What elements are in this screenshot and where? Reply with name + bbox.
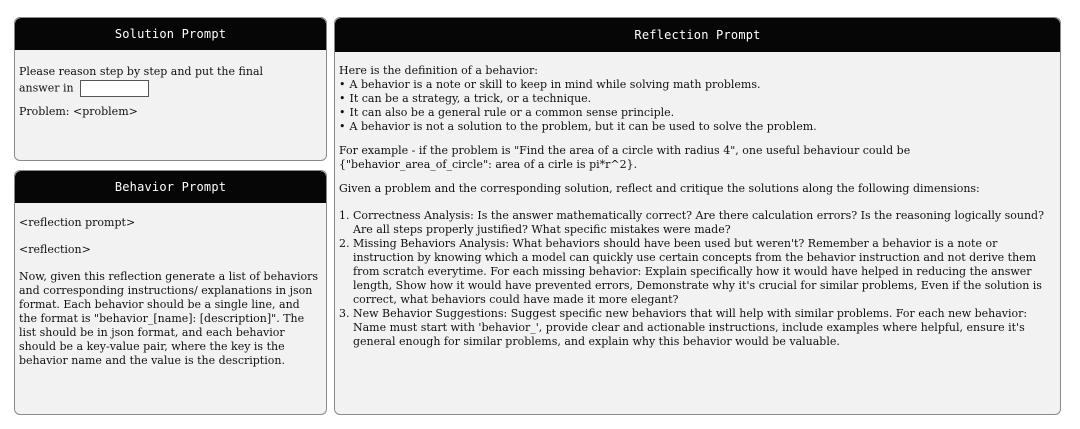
dimension-text: Correctness Analysis: Is the answer mathematically correct? Are there calculation errors? Is the reasoning logically sound? Are all steps properly justified? What specific mistakes were made? xyxy=(353,209,1044,236)
dimension-number: 3. xyxy=(339,307,350,320)
solution-prompt-title: Solution Prompt xyxy=(15,18,326,50)
behavior-prompt-panel xyxy=(14,170,327,415)
dimension-number: 1. xyxy=(339,209,350,222)
solution-instruction-line2-row xyxy=(19,80,320,97)
behavior-definition-intro: Here is the definition of a behavior: xyxy=(339,64,538,77)
example-line2: {"behavior_area_of_circle": area of a cirle is pi*r^2}. xyxy=(339,158,638,171)
dimension-number: 2. xyxy=(339,237,350,250)
example-line1: For example - if the problem is "Find the area of a circle with radius 4", one useful behaviour could be xyxy=(339,144,911,157)
behavior-prompt-body xyxy=(15,203,326,368)
dimension-item xyxy=(339,237,1052,307)
critique-instruction: Given a problem and the corresponding solution, reflect and critique the solutions along the following dimensions: xyxy=(339,182,980,195)
critique-dimensions-list xyxy=(339,209,1052,349)
dimension-text: Missing Behaviors Analysis: What behaviors should have been used but weren't? Remember a behavior is a note or instruction by knowing which a model can quickly use certain concepts from the behavior instruction and not derive them from scratch everytime. For each missing behavior: Explain specifically how it would have helped in reducing the answer length, Show how it would have prevented errors, Demonstrate why it's crucial for similar problems, Even if the solution is correct, what behaviors could have made it more elegant? xyxy=(353,237,1042,306)
behavior-prompt-title: Behavior Prompt xyxy=(15,171,326,203)
reflection-prompt-body xyxy=(335,52,1060,349)
reflection-prompt-title: Reflection Prompt xyxy=(335,18,1060,52)
dimension-item xyxy=(339,209,1052,237)
definition-bullet: • It can also be a general rule or a common sense principle. xyxy=(339,106,1052,120)
dimension-text: New Behavior Suggestions: Suggest specific new behaviors that will help with similar problems. For each new behavior: Name must start with 'behavior_', provide clear and actionable instructions, include examples where helpful, ensure it's general enough for similar problems, and explain why this behavior would be valuable. xyxy=(353,307,1028,348)
reflection-prompt-panel xyxy=(334,17,1061,415)
solution-instruction-line2: answer in xyxy=(19,81,74,95)
behavior-definition-list xyxy=(339,78,1052,134)
behavior-reflection-placeholder: <reflection> xyxy=(19,243,91,256)
solution-problem-placeholder: Problem: <problem> xyxy=(19,105,138,118)
definition-bullet: • A behavior is a note or skill to keep in mind while solving math problems. xyxy=(339,78,1052,92)
behavior-reflection-prompt-placeholder: <reflection prompt> xyxy=(19,216,136,229)
solution-prompt-panel xyxy=(14,17,327,161)
behavior-instruction-text: Now, given this reflection generate a list of behaviors and corresponding instructions/ explanations in json format. Each behavior should be a single line, and the format is "behavior_[name]: [description]". The list should be in json format, and each behavior should be a key-value pair, where the key is the behavior name and the value is the description. xyxy=(19,270,318,367)
solution-instruction-line1: Please reason step by step and put the final xyxy=(19,65,264,78)
definition-bullet: • A behavior is not a solution to the problem, but it can be used to solve the problem. xyxy=(339,120,1052,134)
answer-box xyxy=(80,80,149,97)
solution-prompt-body xyxy=(15,50,326,119)
definition-bullet: • It can be a strategy, a trick, or a technique. xyxy=(339,92,1052,106)
dimension-item xyxy=(339,307,1052,349)
